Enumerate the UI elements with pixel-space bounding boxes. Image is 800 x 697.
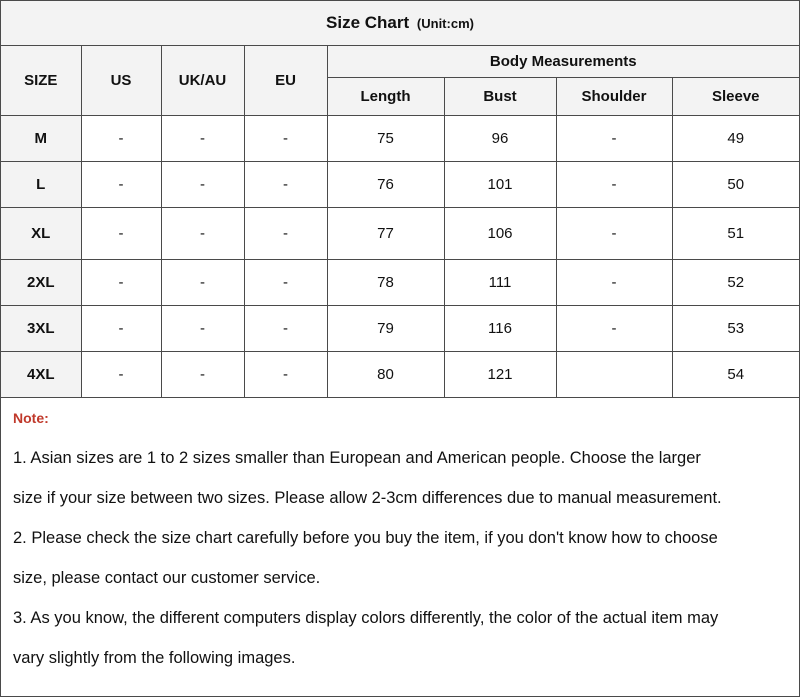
eu-cell: - (244, 207, 327, 259)
sleeve-cell: 51 (672, 207, 799, 259)
notes-section (1, 398, 799, 678)
size-cell: 3XL (1, 305, 81, 351)
shoulder-cell (556, 351, 672, 397)
ukau-cell: - (161, 161, 244, 207)
sleeve-cell: 50 (672, 161, 799, 207)
note-line: size if your size between two sizes. Please allow 2-3cm differences due to manual measurement. (13, 488, 722, 507)
table-row (1, 305, 799, 351)
note-heading: Note: (13, 409, 49, 426)
us-cell: - (81, 259, 161, 305)
table-row (1, 115, 799, 161)
size-cell: L (1, 161, 81, 207)
shoulder-cell: - (556, 305, 672, 351)
header-us: US (81, 46, 161, 115)
size-cell: 4XL (1, 351, 81, 397)
us-cell: - (81, 305, 161, 351)
bust-cell: 101 (444, 161, 556, 207)
eu-cell: - (244, 115, 327, 161)
length-cell: 77 (327, 207, 444, 259)
size-cell: 2XL (1, 259, 81, 305)
length-cell: 76 (327, 161, 444, 207)
bust-cell: 121 (444, 351, 556, 397)
title-row (1, 1, 799, 46)
header-ukau: UK/AU (161, 46, 244, 115)
table-row (1, 259, 799, 305)
bust-cell: 96 (444, 115, 556, 161)
shoulder-cell: - (556, 115, 672, 161)
bust-cell: 111 (444, 259, 556, 305)
shoulder-cell: - (556, 161, 672, 207)
length-cell: 75 (327, 115, 444, 161)
us-cell: - (81, 115, 161, 161)
us-cell: - (81, 351, 161, 397)
header-length: Length (327, 77, 444, 115)
table-row (1, 161, 799, 207)
note-line: 2. Please check the size chart carefully before you buy the item, if you don't know how to choose (13, 528, 718, 547)
ukau-cell: - (161, 351, 244, 397)
us-cell: - (81, 207, 161, 259)
header-size: SIZE (1, 46, 81, 115)
sleeve-cell: 52 (672, 259, 799, 305)
length-cell: 80 (327, 351, 444, 397)
header-body-measurements: Body Measurements (327, 46, 799, 77)
eu-cell: - (244, 351, 327, 397)
header-shoulder: Shoulder (556, 77, 672, 115)
note-line: 3. As you know, the different computers display colors differently, the color of the actual item may (13, 608, 719, 627)
note-line: 1. Asian sizes are 1 to 2 sizes smaller than European and American people. Choose the larger (13, 448, 701, 467)
ukau-cell: - (161, 305, 244, 351)
eu-cell: - (244, 161, 327, 207)
bust-cell: 116 (444, 305, 556, 351)
ukau-cell: - (161, 207, 244, 259)
size-cell: M (1, 115, 81, 161)
header-sleeve: Sleeve (672, 77, 799, 115)
sleeve-cell: 54 (672, 351, 799, 397)
eu-cell: - (244, 259, 327, 305)
note-line: size, please contact our customer service. (13, 568, 321, 587)
sleeve-cell: 49 (672, 115, 799, 161)
title-unit: (Unit:cm) (416, 16, 474, 31)
ukau-cell: - (161, 259, 244, 305)
shoulder-cell: - (556, 207, 672, 259)
header-bust: Bust (444, 77, 556, 115)
bust-cell: 106 (444, 207, 556, 259)
shoulder-cell: - (556, 259, 672, 305)
ukau-cell: - (161, 115, 244, 161)
table-row (1, 207, 799, 259)
table-row (1, 351, 799, 397)
sleeve-cell: 53 (672, 305, 799, 351)
size-cell: XL (1, 207, 81, 259)
length-cell: 79 (327, 305, 444, 351)
note-line: vary slightly from the following images. (13, 648, 296, 667)
eu-cell: - (244, 305, 327, 351)
length-cell: 78 (327, 259, 444, 305)
header-eu: EU (244, 46, 327, 115)
title-text: Size Chart (326, 13, 410, 32)
us-cell: - (81, 161, 161, 207)
size-table (1, 46, 799, 398)
page-title (326, 13, 474, 33)
